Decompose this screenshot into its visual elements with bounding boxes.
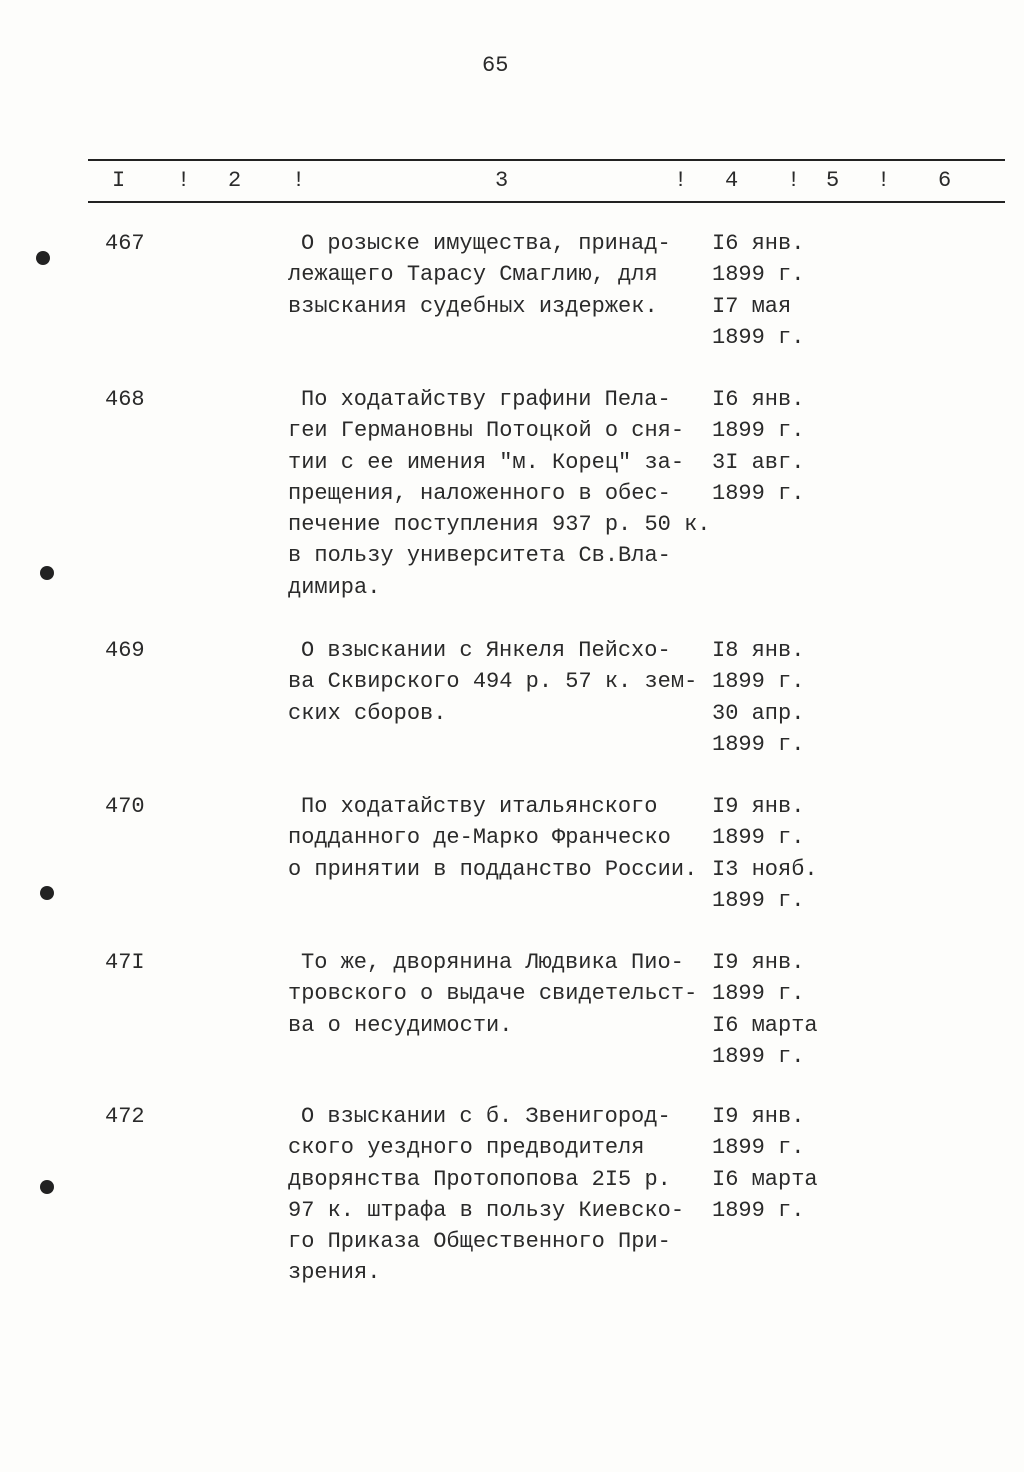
description-line: 97 к. штрафа в пользу Киевско- — [288, 1197, 685, 1223]
date-line: 1899 г. — [712, 480, 805, 506]
date-line: 1899 г. — [712, 418, 805, 444]
entry-number: 468 — [105, 387, 145, 412]
date-line: 1899 г. — [712, 1197, 805, 1223]
header-separator: ! — [177, 168, 191, 193]
punch-hole-mark — [36, 251, 50, 265]
description-line: прещения, наложенного в обес- — [288, 480, 671, 506]
entry-dates — [712, 228, 804, 353]
header-col-4: 4 — [725, 168, 739, 193]
description-line: ских сборов. — [288, 700, 447, 726]
description-line: зрения. — [288, 1260, 381, 1286]
header-separator: ! — [877, 168, 891, 193]
entry-description — [288, 947, 704, 1041]
date-line: 1899 г. — [712, 1043, 805, 1069]
entry-number: 472 — [105, 1104, 145, 1129]
description-line: взыскания судебных издержек. — [288, 293, 658, 319]
description-line: печение поступления 937 р. 50 к. — [288, 512, 711, 538]
table-header-rule — [88, 201, 1005, 203]
description-line: геи Германовны Потоцкой о сня- — [288, 418, 685, 444]
description-line: о принятии в подданство России. — [288, 856, 698, 882]
punch-hole-mark — [40, 566, 54, 580]
date-line: I8 янв. — [712, 638, 805, 663]
date-line: 3I авг. — [712, 449, 805, 475]
description-line: тии с ее имения "м. Корец" за- — [288, 449, 685, 475]
table-top-rule — [88, 159, 1005, 161]
date-line: 1899 г. — [712, 887, 805, 913]
date-line: I9 янв. — [712, 1104, 805, 1129]
header-separator: ! — [787, 168, 801, 193]
date-line: 30 апр. — [712, 700, 805, 726]
entry-description — [288, 1101, 704, 1289]
header-separator: ! — [292, 168, 306, 193]
description-line: ва Сквирского 494 р. 57 к. зем- — [288, 669, 698, 695]
entry-number: 47I — [105, 950, 145, 975]
date-line: I9 янв. — [712, 794, 805, 819]
description-line: То же, дворянина Людвика Пио- — [301, 950, 684, 975]
date-line: 1899 г. — [712, 324, 805, 350]
date-line: I6 янв. — [712, 231, 805, 256]
description-line: По ходатайству итальянского — [301, 794, 658, 819]
description-line: О розыске имущества, принад- — [301, 231, 671, 256]
description-line: подданного де-Марко Франческо — [288, 825, 671, 851]
date-line: I6 марта — [712, 1166, 818, 1192]
date-line: I9 янв. — [712, 950, 805, 975]
date-line: 1899 г. — [712, 825, 805, 851]
date-line: I3 нояб. — [712, 856, 818, 882]
entry-dates — [712, 1101, 818, 1226]
description-line: О взыскании с Янкеля Пейсхо- — [301, 638, 671, 663]
entry-dates — [712, 947, 818, 1072]
header-col-3: 3 — [495, 168, 509, 193]
description-line: ского уездного предводителя — [288, 1135, 645, 1161]
header-col-2: 2 — [228, 168, 242, 193]
date-line: 1899 г. — [712, 262, 805, 288]
description-line: О взыскании с б. Звенигород- — [301, 1104, 671, 1129]
description-line: По ходатайству графини Пела- — [301, 387, 671, 412]
date-line: I6 марта — [712, 1012, 818, 1038]
header-separator: ! — [674, 168, 688, 193]
entry-description — [288, 384, 711, 603]
description-line: тровского о выдаче свидетельст- — [288, 981, 698, 1007]
page-number: 65 — [482, 53, 509, 78]
entry-description — [288, 791, 704, 885]
entry-dates — [712, 635, 804, 760]
punch-hole-mark — [40, 886, 54, 900]
entry-dates — [712, 384, 804, 509]
entry-number: 469 — [105, 638, 145, 663]
punch-hole-mark — [40, 1180, 54, 1194]
date-line: 1899 г. — [712, 669, 805, 695]
date-line: 1899 г. — [712, 981, 805, 1007]
header-col-1: I — [112, 168, 126, 193]
header-col-6: 6 — [938, 168, 952, 193]
entry-description — [288, 228, 704, 322]
description-line: в пользу университета Св.Вла- — [288, 543, 671, 569]
date-line: I6 янв. — [712, 387, 805, 412]
entry-number: 467 — [105, 231, 145, 256]
entry-description — [288, 635, 704, 729]
description-line: ва о несудимости. — [288, 1012, 513, 1038]
description-line: дворянства Протопопова 2I5 р. — [288, 1166, 671, 1192]
entry-number: 470 — [105, 794, 145, 819]
date-line: 1899 г. — [712, 1135, 805, 1161]
description-line: го Приказа Общественного При- — [288, 1229, 671, 1255]
description-line: димира. — [288, 574, 381, 600]
description-line: лежащего Тарасу Смаглию, для — [288, 262, 658, 288]
entry-dates — [712, 791, 818, 916]
date-line: 1899 г. — [712, 731, 805, 757]
header-col-5: 5 — [826, 168, 840, 193]
date-line: I7 мая — [712, 293, 792, 319]
